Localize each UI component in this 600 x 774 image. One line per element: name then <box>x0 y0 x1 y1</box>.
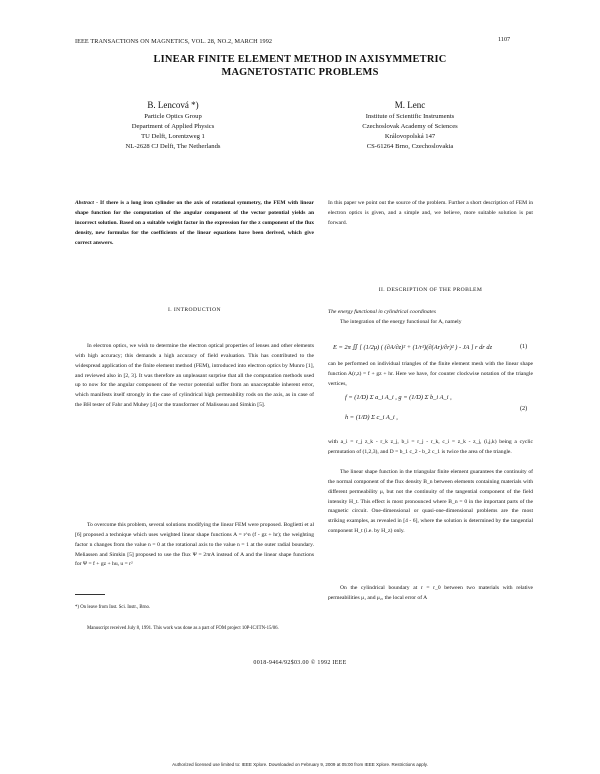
subsection-heading: The energy functional in cylindrical coordinates <box>328 309 436 315</box>
right-paragraph-2: can be performed on individual triangles of the finite element mesh with the linear shape function A(r,z) = f + gz + hr. Here we have, for counter clockwise notation of the triangle vertices, <box>328 361 533 387</box>
right-paragraph-5: On the cylindrical boundary at r = r_0 between two materials with relative permeabilities μ₁ and μ₂, the local error of A <box>328 585 533 601</box>
affiliation-line: TU Delft, Lorentzweg 1 <box>141 133 205 140</box>
affiliation-line: NL-2628 CJ Delft, The Netherlands <box>125 143 221 150</box>
right-paragraph-4: The linear shape function in the triangular finite element guarantees the continuity of the normal component of the flux density B_n between elements containing materials with different permeability μ, but not the continuity of the tangential component of the field intensity H_t. This effect is most pronounced where B_n = 0 in the important parts of the magnetic circuit. One-dimensional or quasi-one-dimensional problems are the most striking examples, as revealed in [4 - 6], where the solution is determined by the tangential component H_t (i.e. by H_z) only. <box>328 469 533 535</box>
equation-1: E = 2π ∬ [ (1/2μ) ( (∂A/∂z)² + (1/r²)(∂(Ar)/∂r)² ) - JA ] r dr dz <box>333 344 493 351</box>
affiliation-line: Czechoslovak Academy of Sciences <box>362 123 458 130</box>
author-name-2: M. Lenc <box>394 100 426 110</box>
equation-1-number: (1) <box>520 343 528 350</box>
footnote-divider <box>75 594 105 595</box>
intro-paragraph-1: In electron optics, we wish to determine the electron optical properties of lenses and other elements with high accuracy; this demands a high accuracy of field evaluation. This has contributed to the widespread application of the finite element method (FEM), introduced into electron optics by Munro [1], and reviewed also in [2, 3]. It was therefore an unpleasant surprise that all the computation methods used up to now for the angular component of the vector potential suffer from an unacceptable inherent error, which manifests itself strongly in the case of cylindrical high permeability rods on the axis, as in case of the BH tester of Fahr and Muhey [4] or the transformer of Malisseau and Simkin [5]. <box>75 343 314 409</box>
title-line-1: LINEAR FINITE ELEMENT METHOD IN AXISYMMETRIC <box>153 54 447 65</box>
right-paragraph-1: The integration of the energy functional for A, namely <box>340 319 462 325</box>
author-name-1: B. Lencová *) <box>147 100 199 110</box>
title-line-2: MAGNETOSTATIC PROBLEMS <box>221 66 379 78</box>
abstract-text: - If there is a long iron cylinder on the axis of rotational symmetry, the FEM with linear shape function for the computation of the angular component of the vector potential yields an incorrect solution. Based on a suitable weight factor in the expression for the z component of the flux density, new formulas for the coefficients of the linear equations have been derived, which give correct answers. <box>75 200 314 246</box>
abstract-label: Abstract <box>75 200 94 206</box>
section-heading-introduction: I. INTRODUCTION <box>168 307 221 313</box>
affiliation-line: Particle Optics Group <box>144 113 202 120</box>
right-paragraph-3: with a_i = r_j z_k - r_k z_j, b_i = r_j - r_k, c_i = z_k - z_j, (i,j,k) being a cyclic permutation of (1,2,3), and D = b_1 c_2 - b_2 c_1 is twice the area of the triangle. <box>328 439 533 455</box>
right-paragraph-0: In this paper we point out the source of the problem. Further a short description of FEM in electron optics is given, and a simple and, we believe, more suitable solution is put forward. <box>328 200 533 226</box>
license-notice: Authorized licensed use limited to: IEEE Xplore. Downloaded on February 9, 2009 at 05:00 from IEEE Xplore. Restrictions apply. <box>172 762 428 767</box>
affiliation-line: Department of Applied Physics <box>131 123 215 130</box>
affiliation-line: Královopolská 147 <box>384 133 436 140</box>
intro-paragraph-2: To overcome this problem, several solutions modifying the linear FEM were proposed. Boglietti et al [6] proposed a technique which uses weighted linear shape functions A = r^n (f - gz + hr); the weighting factor n changes from the value n = 0 at the rotational axis to the value n = 1 at the outer radial boundary. Meliassen and Simkin [5] proposed to use the flux Ψ = 2πrA instead of A and the linear shape functions for Ψ = f + gz + hu, u = r² <box>75 522 314 568</box>
equation-2b: h = (1/D) Σ c_i A_i , <box>345 414 398 421</box>
manuscript-note: Manuscript received July 8, 1991. This work was done as a part of FOM project 10P-IC/ITN-15/06. <box>87 626 279 631</box>
page-number: 1107 <box>498 36 511 43</box>
abstract <box>75 199 314 249</box>
author-block-1 <box>63 99 283 152</box>
copyright-code: 0018-9464/92$03.00 © 1992 IEEE <box>253 660 347 666</box>
journal-header: IEEE TRANSACTIONS ON MAGNETICS, VOL. 28, NO.2, MARCH 1992 <box>75 38 273 45</box>
affiliation-line: Institute of Scientific Instruments <box>365 113 455 120</box>
footnote: *) On leave from Inst. Sci. Instr., Brno. <box>75 605 151 610</box>
affiliation-line: CS-61264 Brno, Czechoslovakia <box>366 143 454 150</box>
equation-2-number: (2) <box>520 405 528 412</box>
author-block-2 <box>300 99 520 152</box>
section-heading-description: II. DESCRIPTION OF THE PROBLEM <box>378 287 483 293</box>
paper-title <box>0 54 600 79</box>
equation-2a: f = (1/D) Σ a_i A_i , g = (1/D) Σ b_i A_i , <box>345 394 452 401</box>
